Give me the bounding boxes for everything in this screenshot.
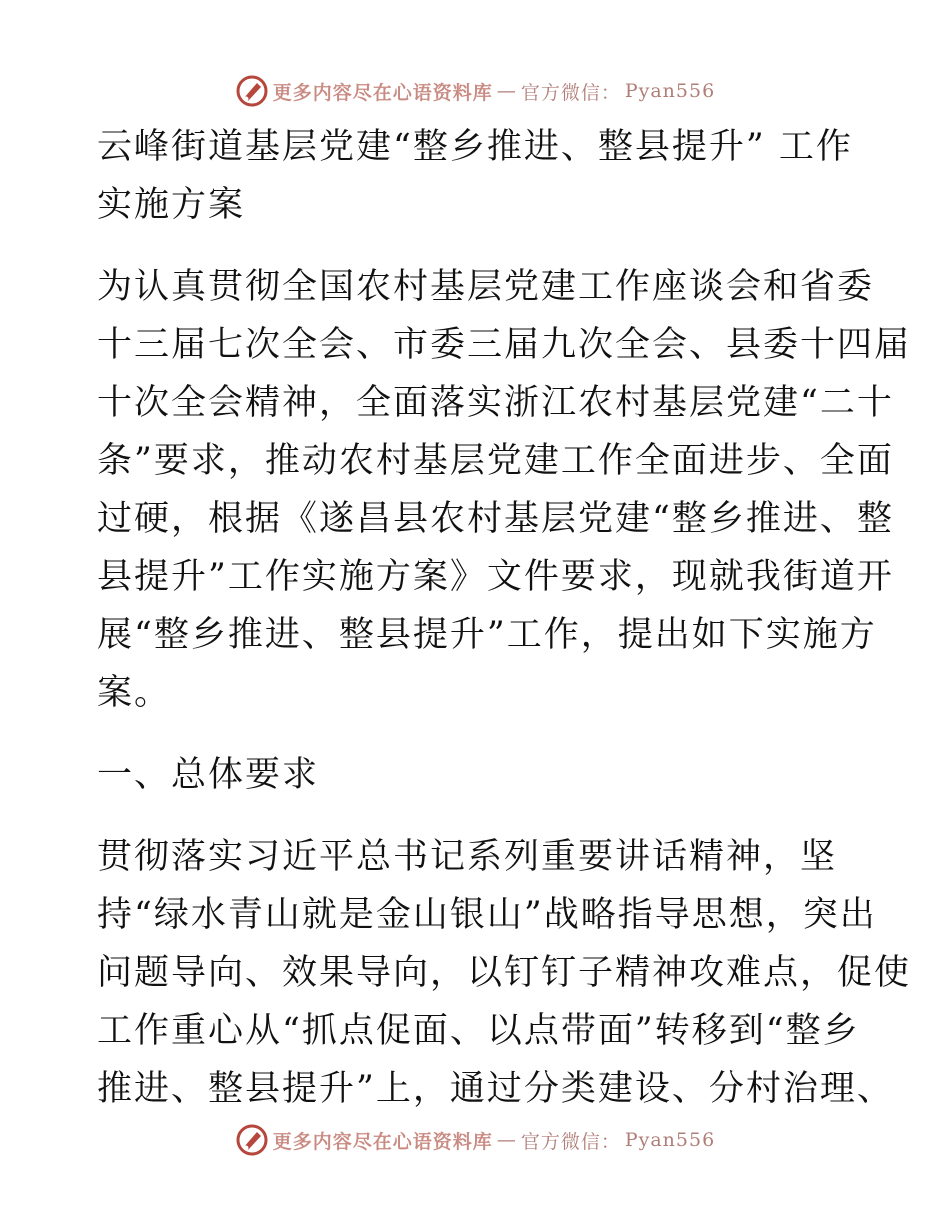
paragraph-line: 展“整乡推进、整县提升”工作，提出如下实施方 [97, 615, 877, 655]
watermark-site-text: 更多内容尽在心语资料库 [272, 1130, 493, 1153]
paragraph-line: 十三届七次全会、市委三届九次全会、县委十四届 [97, 325, 912, 365]
watermark-site-text: 更多内容尽在心语资料库 [272, 81, 493, 104]
paragraph-line: 持“绿水青山就是金山银山”战略指导思想，突出 [97, 895, 877, 935]
paragraph-line: 过硬，根据《遂昌县农村基层党建“整乡推进、整 [97, 499, 894, 539]
paragraph-line: 问题导向、效果导向，以钉钉子精神攻难点，促使 [97, 953, 912, 993]
watermark-contact-id: Pyan556 [624, 1129, 716, 1151]
paragraph-line: 案。 [97, 673, 172, 713]
watermark-dash: — [496, 80, 517, 102]
section-heading: 一、总体要求 [97, 755, 320, 795]
title-line: 实施方案 [97, 185, 246, 225]
paragraph-line: 为认真贯彻全国农村基层党建工作座谈会和省委 [97, 267, 875, 307]
paragraph-line: 条”要求，推动农村基层党建工作全面进步、全面 [97, 441, 894, 481]
paragraph-line: 贯彻落实习近平总书记系列重要讲话精神，坚 [97, 837, 838, 877]
paragraph-line: 推进、整县提升”上，通过分类建设、分村治理、 [97, 1069, 894, 1109]
watermark-banner-top [0, 71, 950, 111]
watermark-dash: — [496, 1129, 517, 1151]
pen-logo-icon [235, 1123, 269, 1157]
watermark-contact-label: 官方微信： [520, 1130, 621, 1153]
watermark-banner-bottom [0, 1120, 950, 1160]
paragraph-line: 工作重心从“抓点促面、以点带面”转移到“整乡 [97, 1011, 860, 1051]
document-body [97, 118, 912, 1118]
paragraph-line: 县提升”工作实施方案》文件要求，现就我街道开 [97, 557, 894, 597]
title-line: 云峰街道基层党建“整乡推进、整县提升” 工作 [97, 127, 853, 167]
pen-logo-icon [235, 74, 269, 108]
watermark-contact-id: Pyan556 [624, 80, 716, 102]
paragraph-line: 十次全会精神，全面落实浙江农村基层党建“二十 [97, 383, 894, 423]
watermark-contact-label: 官方微信： [520, 81, 621, 104]
